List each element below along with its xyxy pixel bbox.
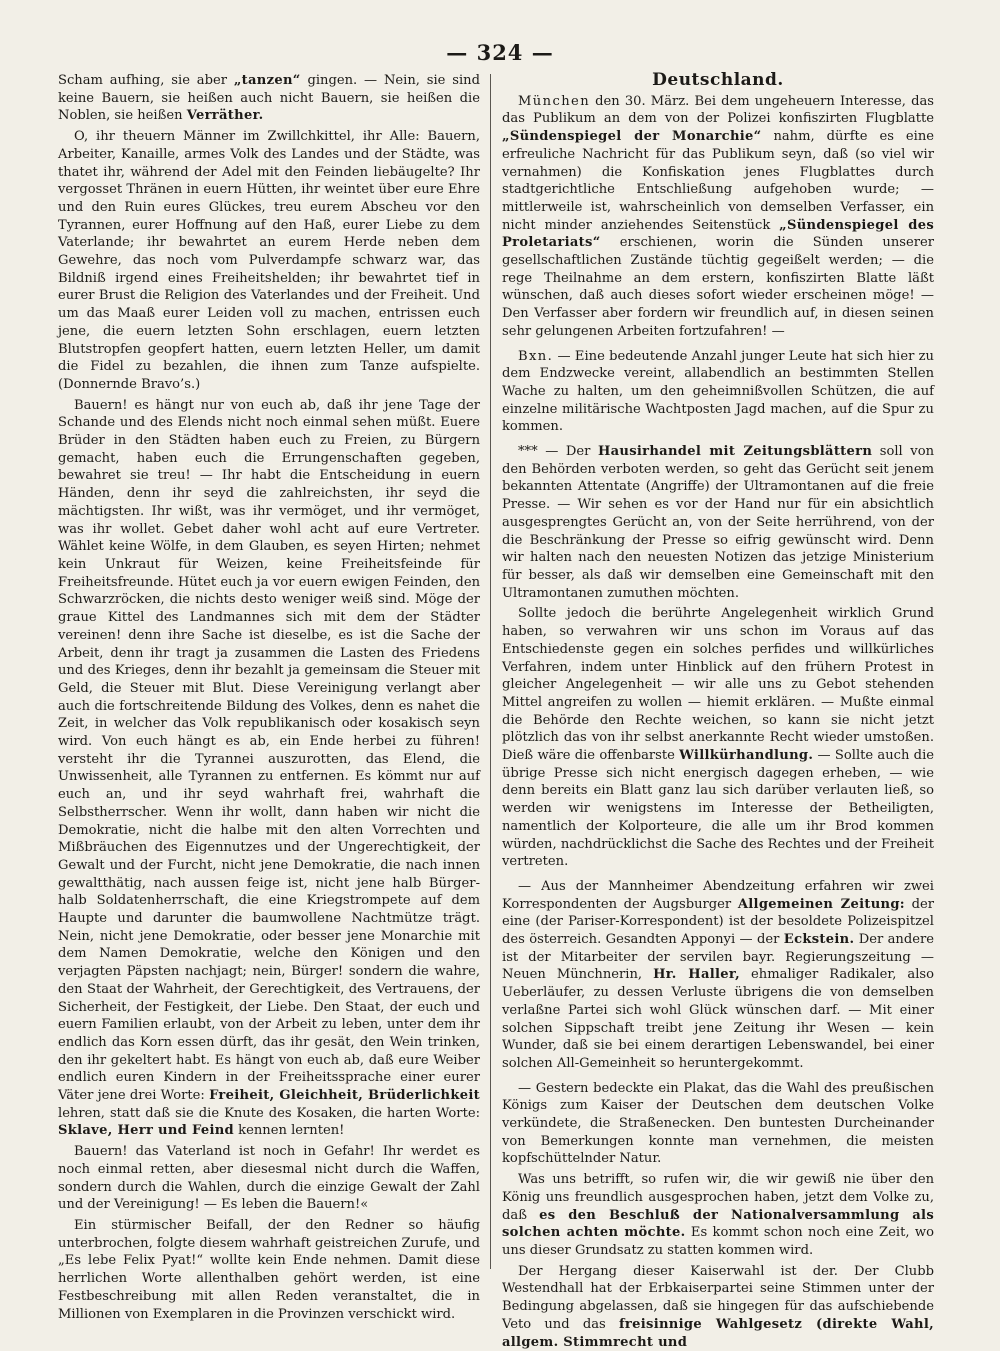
- text-run: Es kommt schon noch eine Zeit, wo uns dieser Grundsatz zu statten kommen wird.: [502, 1225, 934, 1258]
- emphasized-text: Sklave, Herr und Feind: [58, 1123, 235, 1139]
- paragraph: [502, 1263, 934, 1351]
- emphasized-text: Hr. Haller,: [653, 967, 741, 983]
- text-run: — Aus der Mannheimer Abendzeitung erfahren wir zwei Korrespondenten der Augsburger: [502, 878, 934, 912]
- text-run: — Gestern bedeckte ein Plakat, das die Wahl des preußischen Königs zum Kaiser der Deutschen dem deutschen Volke verkündete, die Straßenecken. Den buntesten Durcheinander von Bemerkungen konnte man vernehmen, die meisten kopfschüttelnder Natur.: [502, 1080, 934, 1167]
- text-run: Was uns betrifft, so rufen wir, die wir gewiß nie über den König uns freundlich ausgesprochen haben, jetzt dem Volke zu, daß: [502, 1172, 934, 1223]
- text-run: Bauern! das Vaterland ist noch in Gefahr! Ihr werdet es noch einmal retten, aber diesesmal nicht durch die Waffen, sondern durch die Wahlen, durch die einzige Gewalt der Zahl und der Vereinigung! — Es leben die Bauern!«: [58, 1144, 480, 1213]
- paragraph: [502, 1171, 934, 1260]
- section-title: Deutschland.: [652, 70, 784, 90]
- text-run: — Eine bedeutende Anzahl junger Leute hat sich hier zu dem Endzwecke vereint, allabendlich an bestimmten Stellen Wache zu halten, um den geheimnißvollen Schützen, die auf einzelne militärische Wachtposten Jagd machen, auf die Spur zu kommen.: [502, 348, 934, 435]
- paragraph: [502, 1080, 934, 1169]
- emphasized-text: „Sündenspiegel des Proletariats“: [502, 217, 934, 251]
- text-run: Ein stürmischer Beifall, der den Redner so häufig unterbrochen, folgte diesem wahrhaft geistreichen Zurufe, und „Es lebe Felix Pyat!“ wollte kein Ende nehmen. Damit diese herrlichen Worte allenthalben gehört werden, ist eine Festbeschreibung mit allen Reden veranstaltet, die in Millionen von Exemplaren in die Provinzen verschickt wird.: [58, 1218, 480, 1322]
- paragraph: [502, 605, 934, 871]
- paragraph: [502, 443, 934, 602]
- paragraph: [58, 128, 480, 394]
- paragraph: [58, 72, 480, 125]
- text-run: Der andere ist der Mitarbeiter der servilen bayr. Regierungszeitung — Neuen Münchnerin,: [502, 932, 934, 983]
- emphasized-text: Hausirhandel mit Zeitungsblättern: [597, 444, 873, 460]
- spaced-text: München: [518, 93, 591, 109]
- right-column: [502, 70, 935, 1350]
- text-run: soll von den Behörden verboten werden, so geht das Gerücht seit jenem bekannten Attentate (Angriffe) der Ultramontanen auf die freie Presse. — Wir sehen es vor der Hand nur für ein absichtlich ausgesprengtes Gerücht an, von der Seite herrührend, von der die Beschränkung der Presse so eifrig gewünscht wird. Denn wir halten nach den neuesten Notizen das jetzige Ministerium für besser, als daß wir demselben eine Gemeinschaft mit den Ultramontanen zumuthen möchten.: [502, 444, 935, 601]
- emphasized-text: „tanzen“: [233, 73, 301, 88]
- text-run: Der Hergang dieser Kaiserwahl ist der. Der Clubb Westendhall hat der Erbkaiserpartei seine Stimmen unter der Bedingung abgelassen, daß sie hingegen für das aufschiebende Veto und das: [502, 1263, 934, 1332]
- emphasized-text: Allgemeinen Zeitung:: [737, 896, 905, 912]
- emphasized-text: freisinnige Wahlgesetz (direkte Wahl, allgem. Stimmrecht und: [502, 1316, 934, 1350]
- text-run: nahm, dürfte es eine erfreuliche Nachricht für das Publikum seyn, daß (so viel wir vernahmen) die Konfiskation jenes Flugblattes durch stadtgerichtliche Entschließung aufgehoben wurde; — mittlerweile ist, wahrscheinlich von demselben Verfasser, ein nicht minder anziehendes Seitenstück: [502, 129, 934, 233]
- paragraph: [58, 397, 480, 1141]
- emphasized-text: Willkürhandlung.: [679, 748, 814, 764]
- text-run: gingen. — Nein, sie sind keine Bauern, sie heißen auch nicht Bauern, sie heißen die Noblen, sie heißen: [58, 73, 480, 124]
- text-run: kennen lernten!: [234, 1123, 345, 1139]
- text-run: O, ihr theuern Männer im Zwillchkittel, ihr Alle: Bauern, Arbeiter, Kanaille, armes Volk des Landes und der Städte, was thatet ihr, während der Adel mit den Feinden liebäugelte? Ihr vergosset Thränen in euern Hütten, ihr weintet über eure Ehre und den Ruin eures Glückes, treu eurem Abscheu vor den Tyrannen, eurer Hoffnung auf den Haß, eurer Liebe zu dem Vaterlande; ihr bewahrtet an eurem Herde neben dem Gewehre, das noch vom Pulverdampfe schwarz war, das Bildniß irgend eines Freiheitshelden; ihr bewahrtet tief in eurer Brust die Religion des Vaterlandes und der Freiheit. Und um das Maaß eurer Leiden voll zu machen, entrissen euch jene, die euern letzten Sohn erschlagen, euern letzten Blutstropfen geopfert hatten, euern letzten Heller, um damit die Fidel zu bezahlen, die ihnen zum Tanze aufspielte. (Donnernde Bravo’s.): [58, 129, 480, 392]
- text-run: — Sollte auch die übrige Presse sich nicht energisch dagegen erheben, — wie denn bereits ein Blatt ganz lau sich darüber verlauten ließ, so werden wir wenigstens im Interesse der Betheiligten, namentlich der Kolporteure, die alle um ihr Brod kommen würden, nachdrücklichst die Sache des Rechtes und der Freiheit vertreten.: [502, 748, 935, 870]
- text-run: den 30. März. Bei dem ungeheuern Interesse, das das Publikum an dem von der Polizei konfiszirten Flugblatte: [502, 93, 934, 127]
- paragraph: [502, 878, 934, 1073]
- emphasized-text: es den Beschluß der Nationalversammlung als solchen achten möchte.: [502, 1207, 934, 1241]
- text-run: *** — Der: [518, 444, 598, 460]
- emphasized-text: Freiheit, Gleichheit, Brüderlichkeit: [209, 1088, 480, 1104]
- paragraph: [58, 1143, 480, 1214]
- paragraph: [58, 1217, 480, 1323]
- paragraph: [502, 348, 934, 437]
- emphasized-text: Verräther.: [186, 108, 264, 124]
- spaced-text: Bxn.: [518, 348, 554, 364]
- text-run: Sollte jedoch die berührte Angelegenheit wirklich Grund haben, so verwahren wir uns schon im Voraus auf das Entschiedenste gegen ein solches perfides und willkürliches Verfahren, indem unter Hinblick auf den frühern Protest in gleicher Angelegenheit — wir alle uns zu Gebot stehenden Mittel angreifen zu wollen — hiemit erklären. — Mußte einmal die Behörde den Rechte weichen, so kann sie nicht jetzt plötzlich das von ihr selbst anerkannte Recht wieder umstoßen. Dieß wäre die offenbarste: [502, 606, 934, 764]
- text-run: erschienen, worin die Sünden unserer gesellschaftlichen Zustände tüchtig gegeißelt werden; — die rege Theilnahme an dem erstern, konfiszirten Blatte läßt wünschen, daß auch dieses sofort wieder erscheinen möge! — Den Verfasser aber fordern wir freundlich auf, in diesen seinen sehr gelungenen Arbeiten fortzufahren! —: [502, 235, 934, 339]
- emphasized-text: „Sündenspiegel der Monarchie“: [502, 129, 762, 145]
- paragraph: [502, 93, 934, 341]
- text-run: ehmaliger Radikaler, also Ueberläufer, zu dessen Verluste übrigens die von demselben verlaßne Partei sich wohl Glück wünschen darf. — Mit einer solchen Sippschaft treibt jene Zeitung ihr Wesen — kein Wunder, daß sie bei einem derartigen Lebenswandel, bei einer solchen All-Gemeinheit so heruntergekommt.: [502, 967, 934, 1071]
- text-run: der eine (der Pariser-Korrespondent) ist der besoldete Polizeispitzel des österreich. Gesandten Apponyi — der: [502, 896, 934, 948]
- emphasized-text: Eckstein.: [783, 932, 855, 948]
- text-run: Bauern! es hängt nur von euch ab, daß ihr jene Tage der Schande und des Elends nicht noch einmal sehen müßt. Euere Brüder in den Städten haben euch zu Freien, zu Bürgern gemacht, haben euch die Errungenschaften gegeben, bewahret sie treu! — Ihr habt die Entscheidung in euern Händen, denn ihr seyd die zahlreichsten, ihr seyd die mächtigsten. Ihr wißt, was ihr vermöget, und ihr vermöget, was ihr wollet. Gebet daher wohl acht auf eure Vertreter. Wählet keine Wölfe, in dem Glauben, es seyen Hirten; nehmet kein Unkraut für Weizen, keine Freiheitsfeinde für Freiheitsfreunde. Hütet euch ja vor euern ewigen Feinden, den Schwarzröcken, die nichts desto weniger weiß sind. Möge der graue Kittel des Landmannes sich mit dem der Städter vereinen! denn ihre Sache ist dieselbe, es ist die Sache der Arbeit, denn ihr tragt ja zusammen die Lasten des Friedens und des Krieges, denn ihr bezahlt ja gemeinsam die Steuer mit Geld, die Steuer mit Blut. Diese Vereinigung verlangt aber auch die fortschreitende Bildung des Volkes, denn es nahet die Zeit, in welcher das Volk republikanisch oder kosakisch seyn wird. Von euch hängt es ab, ein Ende herbei zu führen! versteht ihr die Tyrannei auszurotten, das Elend, die Unwissenheit, alle Tyrannen zu entfernen. Es kömmt nur auf euch an, und ihr seyd wahrhaft frei, wahrhaft die Selbstherrscher. Wenn ihr wollt, dann haben wir nicht die Demokratie, nicht die halbe mit den alten Vorrechten und Mißbräuchen des Eigennutzes und der Ungerechtigkeit, der Gewalt und der Furcht, nicht jene Demokratie, die nach innen gewaltthätig, nach aussen feige ist, nicht jene halb Bürger- halb Soldatenherrschaft, die eine Kriegstrompete auf dem Haupte und darunter die baumwollene Nachtmütze trägt. Nein, nicht jene Demokratie, oder besser jene Monarchie mit dem Namen Demokratie, welche den Königen und den verjagten Päpsten nachjagt; nein, Bürger! sondern die wahre, den Staat der Wahrheit, der Gerechtigkeit, des Vertrauens, der Sicherheit, der Festigkeit, der Liebe. Den Staat, der euch und euern Familien erlaubt, von der Arbeit zu leben, unter dem ihr endlich das Korn essen dürft, das ihr gesät, den Wein trinken, den ihr gekeltert habt. Es hängt von euch ab, daß eure Weiber endlich euren Kindern in der Freiheitssprache einer eurer Väter jene drei Worte:: [58, 397, 480, 1104]
- column-divider: [490, 74, 491, 1269]
- text-run: Scham aufhing, sie aber: [58, 73, 234, 88]
- text-run: lehren, statt daß sie die Knute des Kosaken, die harten Worte:: [58, 1105, 480, 1121]
- page-number: — 324 —: [446, 40, 554, 65]
- left-column: [58, 72, 480, 1322]
- right-column-body: [502, 93, 934, 1351]
